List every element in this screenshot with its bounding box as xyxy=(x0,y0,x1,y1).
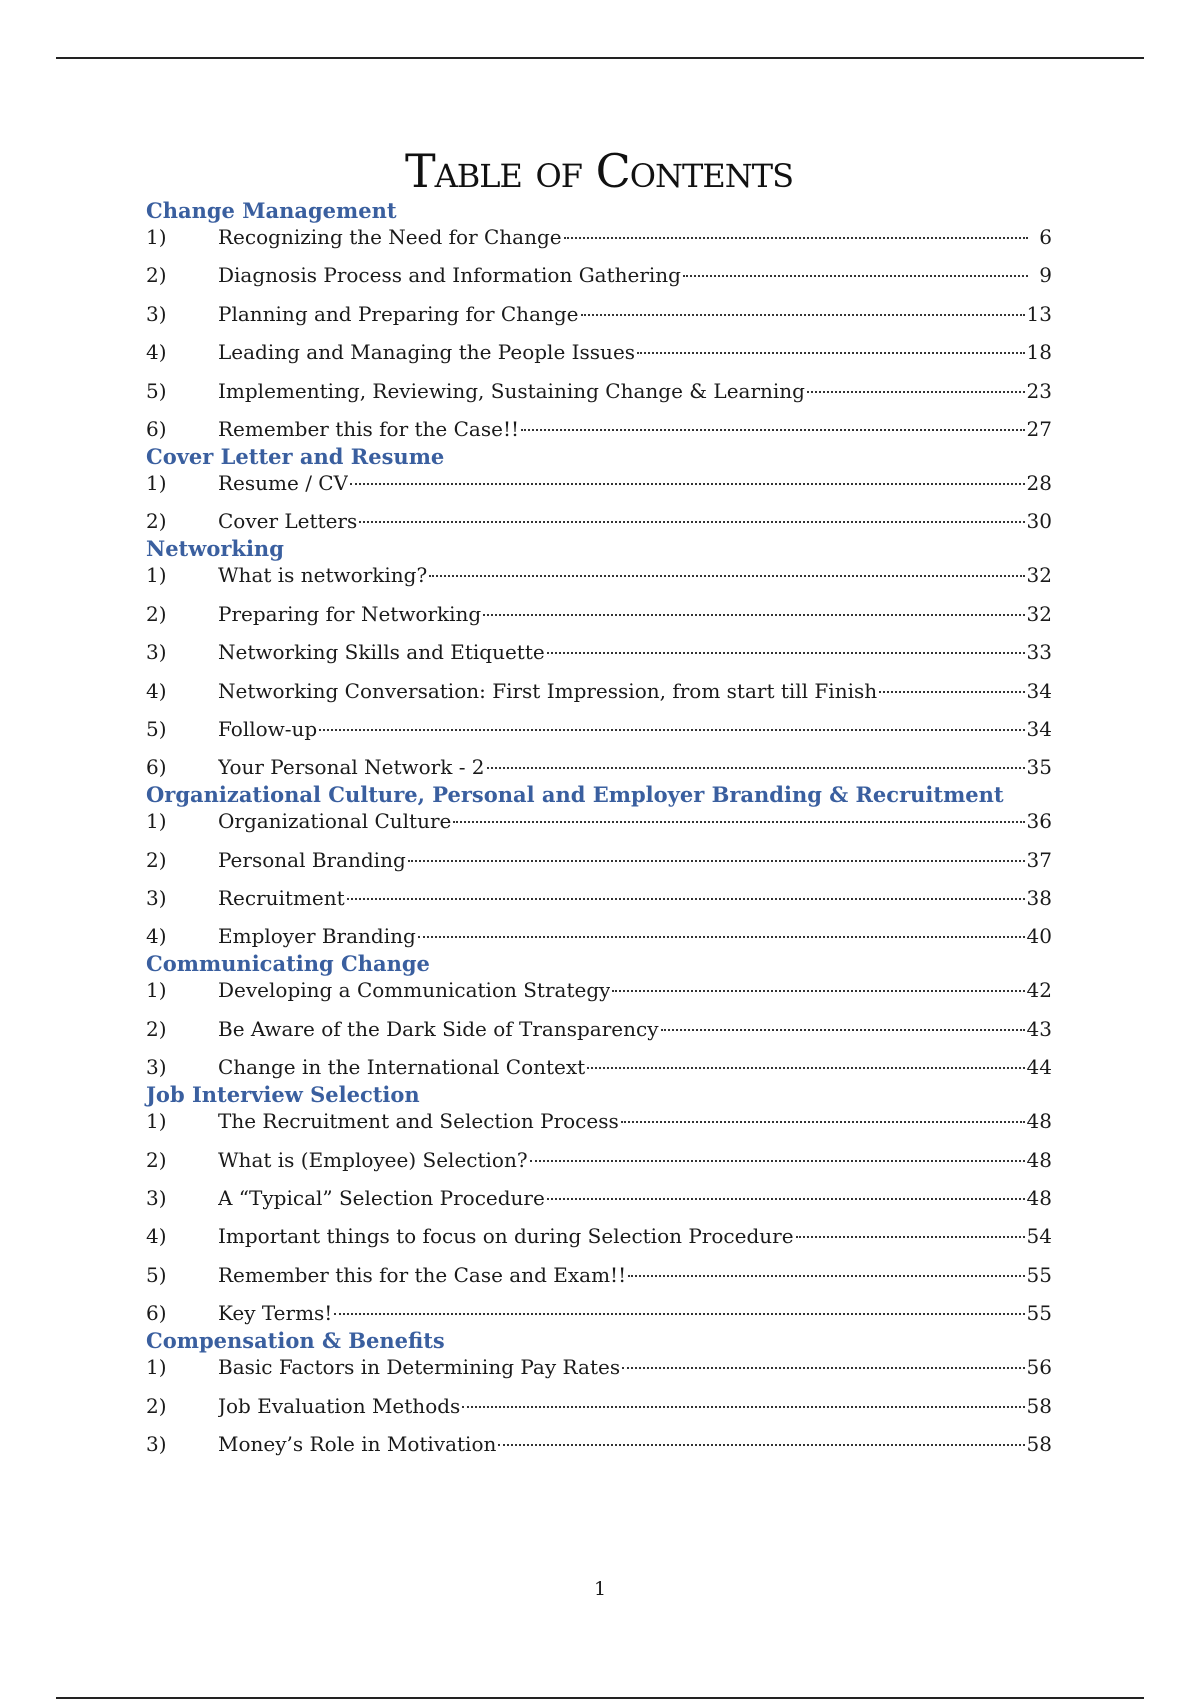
entry-number: 6) xyxy=(146,416,167,441)
dot-leader xyxy=(581,314,1025,316)
entry-number: 2) xyxy=(146,601,167,626)
toc-entry[interactable] xyxy=(146,1185,1052,1223)
toc-entry[interactable] xyxy=(146,1393,1052,1431)
dot-leader xyxy=(547,652,1025,654)
entry-page-number: 55 xyxy=(1026,1262,1052,1287)
toc-section xyxy=(146,1328,1052,1459)
top-rule xyxy=(56,57,1144,59)
dot-leader xyxy=(587,1067,1024,1069)
entry-title: Change in the International Context xyxy=(218,1055,586,1080)
entry-title: Developing a Communication Strategy xyxy=(218,978,611,1003)
dot-leader xyxy=(359,521,1024,523)
entry-title: Money’s Role in Motivation xyxy=(218,1431,497,1456)
entry-title: Cover Letters xyxy=(218,509,358,534)
toc-entry[interactable] xyxy=(146,923,1052,951)
toc-section xyxy=(146,444,1052,536)
entry-title: Personal Branding xyxy=(218,847,406,872)
entry-number: 1) xyxy=(146,225,167,249)
entry-title: Your Personal Network - 2 xyxy=(218,755,485,780)
entry-page-number: 9 xyxy=(1039,263,1052,288)
toc-entry[interactable] xyxy=(146,639,1052,677)
entry-title: Implementing, Reviewing, Sustaining Change & Learning xyxy=(218,378,805,403)
toc-entry[interactable] xyxy=(146,977,1052,1015)
entry-page-number: 43 xyxy=(1026,1016,1052,1041)
entry-page-number: 33 xyxy=(1026,640,1052,665)
dot-leader xyxy=(483,614,1024,616)
toc-section xyxy=(146,198,1052,444)
entry-page-number: 18 xyxy=(1026,340,1052,365)
entry-page-number: 13 xyxy=(1026,301,1052,326)
entry-title: Basic Factors in Determining Pay Rates xyxy=(218,1355,621,1380)
dot-leader xyxy=(564,237,1028,239)
section-heading[interactable]: Communicating Change xyxy=(146,951,430,977)
toc-title: Table of Contents xyxy=(405,144,793,198)
toc-entry[interactable] xyxy=(146,1262,1052,1300)
entry-title: Preparing for Networking xyxy=(218,601,482,626)
entry-number: 3) xyxy=(146,301,167,326)
dot-leader xyxy=(350,483,1025,485)
entry-page-number: 6 xyxy=(1039,225,1052,249)
entry-number: 3) xyxy=(146,1055,167,1080)
entry-number: 1) xyxy=(146,1109,167,1134)
section-heading[interactable]: Networking xyxy=(146,536,284,562)
toc-entry[interactable] xyxy=(146,1354,1052,1392)
dot-leader xyxy=(807,391,1025,393)
toc-entry[interactable] xyxy=(146,678,1052,716)
dot-leader xyxy=(418,936,1025,938)
entry-title: Recognizing the Need for Change xyxy=(218,225,562,249)
entry-title: Planning and Preparing for Change xyxy=(218,301,579,326)
entry-title: Resume / CV xyxy=(218,470,349,495)
entry-page-number: 36 xyxy=(1026,809,1052,834)
dot-leader xyxy=(487,767,1025,769)
entry-page-number: 48 xyxy=(1026,1186,1052,1211)
toc-entry[interactable] xyxy=(146,224,1052,262)
dot-leader xyxy=(334,1313,1024,1315)
toc-entry[interactable] xyxy=(146,885,1052,923)
entry-number: 1) xyxy=(146,809,167,834)
entry-number: 2) xyxy=(146,263,167,288)
entry-page-number: 54 xyxy=(1026,1224,1052,1249)
dot-leader xyxy=(429,575,1024,577)
bottom-rule xyxy=(56,1697,1144,1699)
entry-page-number: 58 xyxy=(1026,1393,1052,1418)
toc-entry[interactable] xyxy=(146,601,1052,639)
entry-number: 3) xyxy=(146,640,167,665)
dot-leader xyxy=(879,691,1024,693)
entry-number: 5) xyxy=(146,716,167,741)
entry-title: A “Typical” Selection Procedure xyxy=(218,1186,545,1211)
dot-leader xyxy=(796,1236,1025,1238)
entry-page-number: 58 xyxy=(1026,1431,1052,1456)
toc-section xyxy=(146,536,1052,782)
toc-entry[interactable] xyxy=(146,470,1052,508)
dot-leader xyxy=(408,860,1025,862)
entry-title: Organizational Culture xyxy=(218,809,452,834)
entry-title: Leading and Managing the People Issues xyxy=(218,340,636,365)
entry-number: 4) xyxy=(146,340,167,365)
dot-leader xyxy=(621,1121,1025,1123)
toc-entry[interactable] xyxy=(146,1016,1052,1054)
dot-leader xyxy=(498,1444,1024,1446)
entry-title: Remember this for the Case and Exam!! xyxy=(218,1262,627,1287)
dot-leader xyxy=(683,275,1028,277)
dot-leader xyxy=(530,1160,1025,1162)
toc-entry[interactable] xyxy=(146,1300,1052,1328)
toc-entry[interactable] xyxy=(146,378,1052,416)
entry-page-number: 23 xyxy=(1026,378,1052,403)
entry-page-number: 30 xyxy=(1026,509,1052,534)
entry-page-number: 27 xyxy=(1026,416,1052,441)
entry-number: 2) xyxy=(146,847,167,872)
entry-page-number: 48 xyxy=(1026,1109,1052,1134)
entry-title: What is networking? xyxy=(218,563,428,588)
entry-number: 3) xyxy=(146,886,167,911)
entry-number: 4) xyxy=(146,924,167,949)
entry-title: Follow-up xyxy=(218,716,318,741)
entry-title: What is (Employee) Selection? xyxy=(218,1147,528,1172)
dot-leader xyxy=(637,352,1025,354)
entry-number: 3) xyxy=(146,1431,167,1456)
entry-title: Key Terms! xyxy=(218,1301,333,1326)
toc-entry[interactable] xyxy=(146,754,1052,782)
entry-page-number: 44 xyxy=(1026,1055,1052,1080)
entry-title: Be Aware of the Dark Side of Transparency xyxy=(218,1016,659,1041)
toc-page xyxy=(146,144,1052,1459)
toc-entry[interactable] xyxy=(146,416,1052,444)
entry-page-number: 32 xyxy=(1026,601,1052,626)
entry-title: Networking Skills and Etiquette xyxy=(218,640,545,665)
toc-entry[interactable] xyxy=(146,1054,1052,1082)
entry-page-number: 34 xyxy=(1026,716,1052,741)
section-heading[interactable]: Organizational Culture, Personal and Employer Branding & Recruitment xyxy=(146,782,1004,808)
entry-number: 2) xyxy=(146,509,167,534)
entry-number: 5) xyxy=(146,378,167,403)
entry-number: 4) xyxy=(146,678,167,703)
dot-leader xyxy=(521,429,1025,431)
toc-entry[interactable] xyxy=(146,716,1052,754)
dot-leader xyxy=(547,1198,1025,1200)
toc-sections xyxy=(146,198,1052,1459)
entry-number: 4) xyxy=(146,1224,167,1249)
entry-title: Employer Branding xyxy=(218,924,416,949)
toc-section xyxy=(146,1082,1052,1328)
section-heading[interactable]: Compensation & Benefits xyxy=(146,1328,445,1354)
dot-leader xyxy=(462,1406,1024,1408)
entry-page-number: 38 xyxy=(1026,886,1052,911)
entry-title: Remember this for the Case!! xyxy=(218,416,520,441)
entry-number: 1) xyxy=(146,978,167,1003)
entry-page-number: 42 xyxy=(1026,978,1052,1003)
entry-number: 2) xyxy=(146,1016,167,1041)
entry-title: The Recruitment and Selection Process xyxy=(218,1109,619,1134)
section-heading[interactable]: Cover Letter and Resume xyxy=(146,443,445,469)
entry-page-number: 34 xyxy=(1026,678,1052,703)
entry-number: 3) xyxy=(146,1186,167,1211)
entry-title: Recruitment xyxy=(218,886,345,911)
entry-page-number: 35 xyxy=(1026,755,1052,780)
dot-leader xyxy=(661,1029,1025,1031)
entry-title: Job Evaluation Methods xyxy=(218,1393,461,1418)
toc-section xyxy=(146,782,1052,951)
toc-entry[interactable] xyxy=(146,301,1052,339)
toc-entry[interactable] xyxy=(146,847,1052,885)
dot-leader xyxy=(453,821,1024,823)
toc-section xyxy=(146,951,1052,1082)
entry-number: 5) xyxy=(146,1262,167,1287)
entry-page-number: 32 xyxy=(1026,563,1052,588)
page-number: 1 xyxy=(593,1578,607,1600)
toc-entry[interactable] xyxy=(146,1431,1052,1459)
toc-entry[interactable] xyxy=(146,1223,1052,1261)
entry-title: Important things to focus on during Selection Procedure xyxy=(218,1224,794,1249)
entry-page-number: 48 xyxy=(1026,1147,1052,1172)
entry-title: Diagnosis Process and Information Gathering xyxy=(218,263,681,288)
toc-entry[interactable] xyxy=(146,262,1052,300)
dot-leader xyxy=(622,1367,1024,1369)
dot-leader xyxy=(628,1275,1024,1277)
entry-page-number: 55 xyxy=(1026,1301,1052,1326)
toc-entry[interactable] xyxy=(146,339,1052,377)
entry-number: 2) xyxy=(146,1147,167,1172)
entry-number: 1) xyxy=(146,470,167,495)
toc-entry[interactable] xyxy=(146,1147,1052,1185)
section-heading[interactable]: Job Interview Selection xyxy=(146,1082,420,1108)
entry-page-number: 37 xyxy=(1026,847,1052,872)
entry-number: 6) xyxy=(146,1301,167,1326)
entry-page-number: 40 xyxy=(1026,924,1052,949)
dot-leader xyxy=(612,990,1024,992)
toc-entry[interactable] xyxy=(146,808,1052,846)
entry-number: 6) xyxy=(146,755,167,780)
entry-number: 2) xyxy=(146,1393,167,1418)
entry-number: 1) xyxy=(146,1355,167,1380)
section-heading[interactable]: Change Management xyxy=(146,198,397,223)
entry-page-number: 56 xyxy=(1026,1355,1052,1380)
toc-entry[interactable] xyxy=(146,1108,1052,1146)
dot-leader xyxy=(319,729,1024,731)
entry-number: 1) xyxy=(146,563,167,588)
toc-entry[interactable] xyxy=(146,508,1052,536)
dot-leader xyxy=(347,898,1025,900)
entry-page-number: 28 xyxy=(1026,470,1052,495)
entry-title: Networking Conversation: First Impression, from start till Finish xyxy=(218,678,878,703)
toc-entry[interactable] xyxy=(146,562,1052,600)
